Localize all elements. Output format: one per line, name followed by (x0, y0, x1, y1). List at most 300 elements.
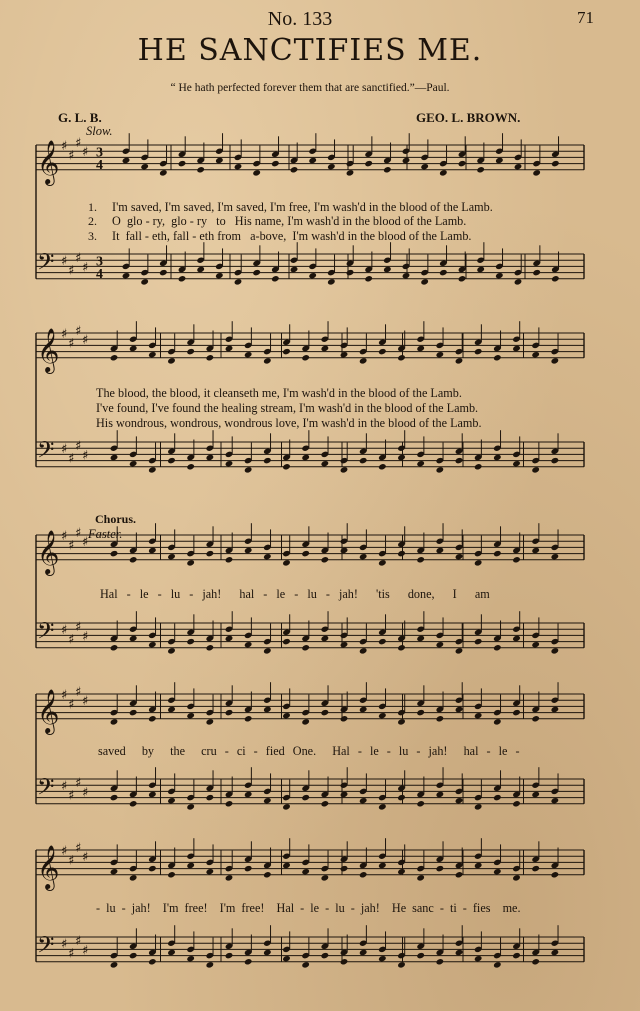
note-head (148, 466, 157, 473)
tempo-marking-chorus: Faster. (88, 527, 123, 541)
note-head (397, 961, 406, 968)
composer-credit: GEO. L. BROWN. (416, 110, 521, 125)
note-head (512, 556, 521, 563)
note-head (551, 357, 560, 364)
note-head (244, 715, 253, 722)
note-head (531, 865, 540, 872)
note-head (416, 952, 425, 959)
note-head (474, 559, 483, 566)
note-head (234, 163, 243, 170)
note-head (167, 949, 176, 956)
note-head (282, 348, 291, 355)
note-head (474, 348, 483, 355)
note-head (416, 460, 425, 467)
note-head (340, 791, 349, 798)
note-head (263, 797, 272, 804)
note-head (252, 169, 261, 176)
note-head (301, 718, 310, 725)
note-head (474, 463, 483, 470)
sharp-icon: ♯ (61, 254, 68, 270)
note-head (402, 157, 411, 164)
note-head (110, 868, 119, 875)
note-head (397, 794, 406, 801)
hymn-title: HE SANCTIFIES ME. (137, 33, 483, 68)
note-head (474, 712, 483, 719)
sharp-icon: ♯ (68, 853, 75, 869)
note-head (531, 351, 540, 358)
note-head (110, 550, 119, 557)
note-head (378, 803, 387, 810)
sharp-icon: ♯ (68, 148, 75, 164)
note-head (397, 354, 406, 361)
note-head (436, 715, 445, 722)
sharp-icon: ♯ (82, 448, 89, 464)
note-head (512, 460, 521, 467)
note-head (263, 706, 272, 713)
note-head (148, 791, 157, 798)
note-head (455, 553, 464, 560)
note-head (402, 272, 411, 279)
note-head (512, 800, 521, 807)
note-head (167, 871, 176, 878)
treble-clef-icon: 𝄞 (37, 688, 60, 733)
sharp-icon: ♯ (61, 139, 68, 154)
note-head (455, 457, 464, 464)
note-head (493, 718, 502, 725)
note-head (531, 958, 540, 965)
note-head (436, 351, 445, 358)
note-head (495, 157, 504, 164)
note-head (436, 641, 445, 648)
note-head (378, 559, 387, 566)
note-head (225, 556, 234, 563)
note-head (455, 871, 464, 878)
note-head (383, 266, 392, 273)
sharp-icon: ♯ (75, 620, 82, 636)
note-head (416, 556, 425, 563)
sharp-icon: ♯ (75, 323, 82, 339)
verse-text: It fall - eth, fall - eth from a-bove, I'm wash'd in the blood of the Lamb. (112, 229, 472, 243)
note-head (493, 550, 502, 557)
note-head (282, 463, 291, 470)
note-head (378, 638, 387, 645)
note-head (340, 865, 349, 872)
note-head (439, 169, 448, 176)
note-head (282, 559, 291, 566)
sharp-icon: ♯ (75, 934, 82, 950)
sharp-icon: ♯ (82, 694, 89, 710)
note-head (512, 635, 521, 642)
note-head (234, 278, 243, 285)
note-head (416, 635, 425, 642)
page-number: 71 (577, 8, 594, 27)
time-signature-treble: 4 (96, 157, 103, 173)
verse-3-line-2: His wondrous, wondrous, wondrous love, I'm wash'd in the blood of the Lamb. (96, 416, 482, 430)
note-head (455, 357, 464, 364)
note-head (244, 958, 253, 965)
verse-number: 1. (88, 200, 97, 214)
hymn-number: No. 133 (267, 8, 333, 30)
sharp-icon: ♯ (68, 788, 75, 804)
note-head (439, 269, 448, 276)
note-head (290, 266, 299, 273)
note-head (244, 547, 253, 554)
verse-2-line-1 (88, 214, 466, 229)
note-head (206, 454, 215, 461)
note-head (346, 169, 355, 176)
note-head (290, 166, 299, 173)
verse-3-line-1 (88, 229, 471, 244)
bass-clef-icon: 𝄢 (37, 618, 55, 650)
note-head (340, 641, 349, 648)
note-head (282, 638, 291, 645)
note-head (122, 157, 131, 164)
note-head (244, 351, 253, 358)
sharp-icon: ♯ (82, 260, 89, 276)
note-head (225, 460, 234, 467)
verse-text: O glo - ry, glo - ry to His name, I'm wash'd in the blood of the Lamb. (112, 214, 467, 228)
sharp-icon: ♯ (75, 840, 82, 856)
note-head (378, 862, 387, 869)
epigraph: “ He hath perfected forever them that are sanctified.”—Paul. (170, 82, 450, 94)
treble-clef-icon: 𝄞 (37, 844, 60, 889)
note-head (148, 715, 157, 722)
note-head (346, 269, 355, 276)
note-head (551, 457, 560, 464)
note-head (436, 865, 445, 872)
note-head (244, 791, 253, 798)
sharp-icon: ♯ (68, 336, 75, 352)
note-head (474, 862, 483, 869)
note-head (420, 278, 429, 285)
note-head (186, 559, 195, 566)
note-head (551, 949, 560, 956)
sharp-icon: ♯ (75, 135, 82, 151)
note-head (244, 641, 253, 648)
note-head (364, 160, 373, 167)
sharp-icon: ♯ (75, 439, 82, 455)
note-head (493, 454, 502, 461)
sharp-icon: ♯ (61, 623, 68, 639)
sharp-icon: ♯ (75, 776, 82, 792)
note-head (551, 553, 560, 560)
note-head (340, 466, 349, 473)
note-head (321, 952, 330, 959)
note-head (225, 800, 234, 807)
note-head (551, 160, 560, 167)
bass-clef-icon: 𝄢 (37, 774, 55, 806)
note-head (321, 874, 330, 881)
note-head (215, 157, 224, 164)
note-head (110, 354, 119, 361)
sharp-icon: ♯ (68, 538, 75, 554)
note-head (206, 644, 215, 651)
note-head (196, 166, 205, 173)
note-head (531, 466, 540, 473)
verse-text: I'm saved, I'm saved, I'm saved, I'm free, I'm wash'd in the blood of the Lamb. (112, 200, 493, 214)
note-head (225, 635, 234, 642)
note-head (436, 791, 445, 798)
note-head (327, 163, 336, 170)
note-head (327, 278, 336, 285)
note-head (129, 800, 138, 807)
note-head (215, 272, 224, 279)
note-head (129, 345, 138, 352)
note-head (321, 556, 330, 563)
note-head (206, 550, 215, 557)
note-head (110, 718, 119, 725)
sharp-icon: ♯ (82, 535, 89, 551)
note-head (148, 641, 157, 648)
note-head (455, 797, 464, 804)
note-head (378, 348, 387, 355)
note-head (186, 638, 195, 645)
note-head (359, 871, 368, 878)
treble-clef-icon: 𝄞 (37, 139, 60, 184)
note-head (110, 454, 119, 461)
note-head (551, 797, 560, 804)
chorus-line-2: saved by the cru - ci - fied One. Hal - le - lu - jah! hal - le - (98, 744, 520, 758)
note-head (308, 157, 317, 164)
note-head (244, 865, 253, 872)
note-head (225, 952, 234, 959)
note-head (167, 553, 176, 560)
note-head (416, 709, 425, 716)
sharp-icon: ♯ (68, 946, 75, 962)
note-head (301, 354, 310, 361)
note-head (167, 706, 176, 713)
note-head (186, 463, 195, 470)
note-head (416, 345, 425, 352)
note-head (178, 160, 187, 167)
note-head (252, 269, 261, 276)
note-head (532, 269, 541, 276)
sharp-icon: ♯ (61, 844, 68, 859)
note-head (301, 454, 310, 461)
verse-number: 2. (88, 214, 97, 228)
chorus-label: Chorus. (95, 512, 137, 526)
sharp-icon: ♯ (75, 251, 82, 267)
note-head (129, 635, 138, 642)
note-head (474, 638, 483, 645)
note-head (495, 272, 504, 279)
note-head (321, 345, 330, 352)
note-head (140, 163, 149, 170)
note-head (359, 647, 368, 654)
note-head (186, 862, 195, 869)
note-head (148, 958, 157, 965)
sharp-icon: ♯ (68, 697, 75, 713)
note-head (436, 547, 445, 554)
sharp-icon: ♯ (61, 688, 68, 703)
note-head (359, 797, 368, 804)
note-head (148, 351, 157, 358)
sharp-icon: ♯ (68, 451, 75, 467)
note-head (340, 351, 349, 358)
bass-clef-icon: 𝄢 (37, 932, 55, 964)
note-head (206, 961, 215, 968)
note-head (110, 961, 119, 968)
note-head (225, 874, 234, 881)
note-head (263, 357, 272, 364)
note-head (359, 553, 368, 560)
note-head (167, 797, 176, 804)
time-signature-bass: 4 (96, 266, 103, 282)
sharp-icon: ♯ (82, 629, 89, 645)
note-head (364, 275, 373, 282)
note-head (397, 718, 406, 725)
note-head (397, 550, 406, 557)
note-head (167, 357, 176, 364)
lyricist-credit: G. L. B. (58, 110, 102, 125)
note-head (167, 457, 176, 464)
sharp-icon: ♯ (61, 442, 68, 458)
note-head (531, 641, 540, 648)
note-head (321, 460, 330, 467)
note-head (308, 272, 317, 279)
note-head (383, 166, 392, 173)
sharp-icon: ♯ (82, 850, 89, 866)
note-head (359, 357, 368, 364)
sharp-icon: ♯ (82, 785, 89, 801)
note-head (476, 166, 485, 173)
sharp-icon: ♯ (61, 937, 68, 953)
note-head (359, 457, 368, 464)
note-head (110, 644, 119, 651)
note-head (301, 961, 310, 968)
note-head (359, 949, 368, 956)
note-head (551, 647, 560, 654)
note-head (359, 706, 368, 713)
note-head (282, 955, 291, 962)
sharp-icon: ♯ (82, 333, 89, 349)
note-head (532, 169, 541, 176)
sharp-icon: ♯ (61, 529, 68, 544)
time-signature-bass: 3 (96, 254, 103, 270)
note-head (263, 457, 272, 464)
tempo-marking-verse: Slow. (86, 124, 113, 138)
sharp-icon: ♯ (61, 779, 68, 795)
note-head (263, 647, 272, 654)
verse-2-line-2: I've found, I've found the healing stream, I'm wash'd in the blood of the Lamb. (96, 401, 479, 415)
note-head (167, 647, 176, 654)
verse-1-line-1 (88, 200, 493, 215)
note-head (416, 874, 425, 881)
sharp-icon: ♯ (75, 684, 82, 700)
note-head (301, 550, 310, 557)
note-head (397, 868, 406, 875)
time-signature-treble: 3 (96, 145, 103, 161)
note-head (531, 791, 540, 798)
bass-clef-icon: 𝄢 (37, 437, 55, 469)
sharp-icon: ♯ (75, 525, 82, 541)
note-head (474, 955, 483, 962)
note-head (455, 949, 464, 956)
note-head (493, 868, 502, 875)
sharp-icon: ♯ (68, 632, 75, 648)
sharp-icon: ♯ (82, 943, 89, 959)
chorus-line-1: Hal - le - lu - jah! hal - le - lu - jah! 'tis done, I am (100, 587, 490, 601)
note-head (271, 275, 280, 282)
note-head (455, 706, 464, 713)
note-head (301, 644, 310, 651)
note-head (159, 269, 168, 276)
note-head (301, 868, 310, 875)
note-head (244, 466, 253, 473)
note-head (514, 163, 523, 170)
note-head (159, 169, 168, 176)
note-head (531, 715, 540, 722)
note-head (206, 354, 215, 361)
note-head (129, 460, 138, 467)
note-head (397, 644, 406, 651)
treble-clef-icon: 𝄞 (37, 529, 60, 574)
note-head (225, 709, 234, 716)
note-head (129, 952, 138, 959)
note-head (225, 345, 234, 352)
note-head (186, 348, 195, 355)
note-head (512, 952, 521, 959)
note-head (178, 275, 187, 282)
note-head (531, 547, 540, 554)
sharp-icon: ♯ (82, 145, 89, 161)
note-head (551, 706, 560, 713)
note-head (476, 266, 485, 273)
note-head (340, 547, 349, 554)
note-head (512, 874, 521, 881)
note-head (321, 635, 330, 642)
note-head (263, 871, 272, 878)
chorus-line-3: - lu - jah! I'm free! I'm free! Hal - le - lu - jah! He sanc - ti - fies me. (96, 901, 521, 915)
note-head (455, 647, 464, 654)
note-head (186, 803, 195, 810)
note-head (321, 709, 330, 716)
note-head (282, 712, 291, 719)
note-head (551, 275, 560, 282)
note-head (282, 862, 291, 869)
note-head (514, 278, 523, 285)
note-head (129, 709, 138, 716)
note-head (378, 463, 387, 470)
note-head (263, 553, 272, 560)
note-head (263, 949, 272, 956)
note-head (206, 794, 215, 801)
note-head (140, 278, 149, 285)
note-head (301, 794, 310, 801)
note-head (551, 871, 560, 878)
note-head (122, 272, 131, 279)
note-head (206, 868, 215, 875)
note-head (512, 345, 521, 352)
verse-number: 3. (88, 229, 97, 243)
note-head (493, 794, 502, 801)
note-head (493, 644, 502, 651)
note-head (474, 803, 483, 810)
note-head (378, 955, 387, 962)
treble-clef-icon: 𝄞 (37, 327, 60, 372)
note-head (397, 454, 406, 461)
note-head (129, 874, 138, 881)
note-head (420, 163, 429, 170)
note-head (148, 547, 157, 554)
note-head (206, 718, 215, 725)
note-head (271, 160, 280, 167)
note-head (321, 800, 330, 807)
note-head (416, 800, 425, 807)
sharp-icon: ♯ (68, 263, 75, 279)
bass-clef-icon: 𝄢 (37, 249, 55, 281)
note-head (186, 712, 195, 719)
